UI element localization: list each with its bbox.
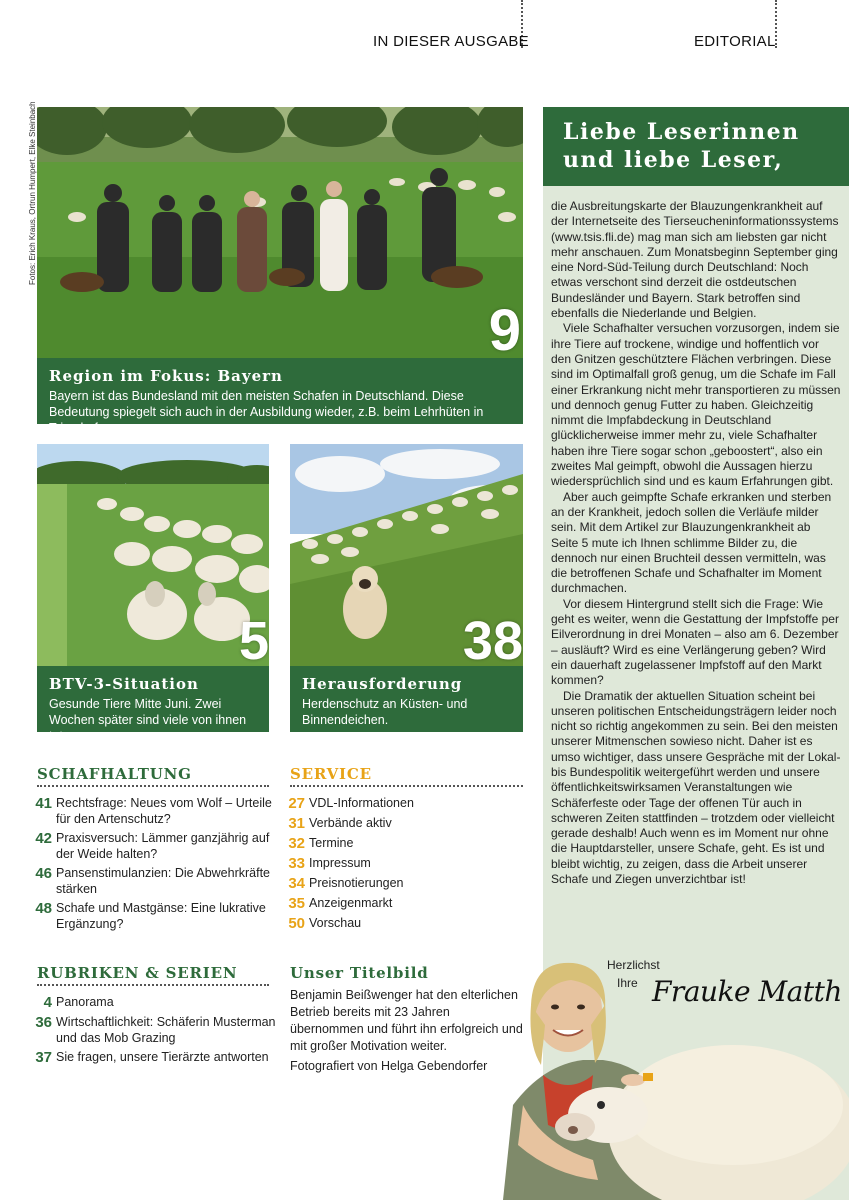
titelbild-photo-credit: Fotografiert von Helga Gebendorfer	[290, 1059, 488, 1073]
btv-photo[interactable]	[37, 444, 269, 666]
herdenschutz-photo[interactable]	[290, 444, 523, 666]
feature-page-number: 9	[488, 298, 521, 358]
list-item[interactable]: 4 Panorama	[43, 994, 114, 1011]
list-item[interactable]: 50 Vorschau	[288, 915, 362, 932]
shepherds-photo-illustration	[37, 107, 523, 358]
section-label-editorial: EDITORIAL	[694, 33, 776, 50]
editorial-paragraph: Viele Schafhalter versuchen vorzusorgen, indem sie ihre Tiere auf trockene, windige und hoffentlich vor den Gnitzen geschütztere Flächen verbringen. Diese sind im Optimalfall groß genug, um die Schafe im Fall einer Erkrankung nicht mehr transportieren zu müssen und dennoch genug Futter zu haben. Gleichzeitig nimmt die Impfabdeckung in Deutschland glücklicherweise immer mehr zu, viele Schafhalter haben ihre Tiere sogar schon „geboostert“, also ein zweites Mal geimpft, obwohl die Aussagen hierzu wiedersprüchlich sind und es kaum Erfahrungen gibt.	[551, 321, 841, 489]
feature-photo[interactable]	[37, 107, 523, 358]
section-label-contents: IN DIESER AUSGABE	[373, 33, 529, 50]
editor-signature: Frauke Matth	[652, 975, 842, 1008]
service-list	[285, 795, 525, 935]
rubriken-list	[32, 994, 277, 1069]
list-item[interactable]: 31 Verbände aktiv	[288, 815, 392, 832]
herdenschutz-page-number: 38	[462, 611, 523, 666]
herdenschutz-title: Herausforderung	[302, 675, 463, 693]
editorial-paragraph: Die Dramatik der aktuellen Situation scheint bei unseren politischen Entscheidungsträgern leider noch nicht so richtig angekommen zu sein. Bei den meisten unserer Mitmenschen sowieso nicht. Daher ist es umso wichtiger, dass unsere Gespräche mit der Lokal- bis Bundespolitik weitergeführt werden und unsere öffentlichkeitswirksamen Veranstaltungen wie Schäferfeste oder Tage der offenen Tür auch in schweren Zeiten stattfinden – trotzdem oder vielleicht gerade deshalb! Auch wenn es im Moment nur ohne die Hauptdarsteller, unsere Schafe, geht. Es ist und bleibt wichtig, zu zeigen, dass die Arbeit unserer Schafe und Ziegen unverzichtbar ist!	[551, 688, 841, 887]
editorial-paragraph: Aber auch geimpfte Schafe erkranken und sterben an der Krankheit, jedoch sollen die Verläufe milder sein. Mit dem Artikel zur Blauzungenkrankheit ab Seite 5 mute ich Ihnen schlimme Bilder zu, die dennoch nur einen Bruchteil dessen vermitteln, was die betroffenen Schafe und Schafhalter im Moment durchmachen.	[551, 489, 832, 596]
schafhaltung-divider	[37, 785, 269, 787]
editorial-paragraph: die Ausbreitungskarte der Blauzungenkrankheit auf der Internetseite des Tierseucheninformationssystems (www.tsis.fli.de) mag man sich am liebsten gar nicht mehr anschauen. Zum Monatsbeginn September ging eine Nord-Süd-Teilung durch Deutschland: Noch etwas verschont sind derzeit die ostdeutschen Bundesländer und Bayern. Stark betroffen sind ebenfalls die Niederlande und Belgien.	[551, 199, 839, 321]
editorial-heading-line-1: Liebe Leserinnen	[563, 119, 800, 145]
titelbild-heading: Unser Titelbild	[290, 964, 429, 982]
service-heading: SERVICE	[290, 765, 372, 783]
list-item[interactable]: 35 Anzeigenmarkt	[288, 895, 393, 912]
list-item[interactable]: 42 Praxisversuch: Lämmer ganzjährig auf der Weide halten?	[35, 830, 270, 861]
titelbild-text: Benjamin Beißwenger hat den elterlichen Betrieb bereits mit 23 Jahren übernommen und führt ihn erfolgreich und mit großer Motivation weiter.	[290, 988, 523, 1053]
feature-caption[interactable]	[37, 358, 523, 435]
editorial-heading-line-2: und liebe Leser,	[563, 147, 784, 173]
list-item[interactable]: 34 Preisnotierungen	[288, 875, 404, 892]
list-item[interactable]: 27 VDL-Informationen	[288, 795, 414, 812]
sheep-herd-illustration	[37, 444, 269, 666]
list-item[interactable]: 36 Wirtschaftlichkeit: Schäferin Musterman und das Mob Grazing	[35, 1014, 276, 1045]
list-item[interactable]: 32 Termine	[288, 835, 354, 852]
editorial-closing-1: Herzlichst	[607, 958, 660, 972]
schafhaltung-heading: SCHAFHALTUNG	[37, 765, 192, 783]
editorial-paragraph: Vor diesem Hintergrund stellt sich die Frage: Wie geht es weiter, wenn die Gestattung der Impfstoffe per Eilverordnung in drei Monaten – also am 6. Dezember – ausläuft? Wird es eine Verlängerung geben? Wird ein dauerhaft zugelassener Impfstoff auf den Markt kommen?	[551, 596, 839, 688]
list-item[interactable]: 41 Rechtsfrage: Neues vom Wolf – Urteile für den Artenschutz?	[35, 795, 272, 826]
editorial-closing-2: Ihre	[617, 976, 638, 990]
editorial-body	[551, 199, 841, 887]
editorial-heading	[543, 107, 849, 186]
list-item[interactable]: 46 Pansenstimulanzien: Die Abwehrkräfte stärken	[35, 865, 271, 896]
feature-title: Region im Fokus: Bayern	[49, 367, 283, 385]
feature-text: Bayern ist das Bundesland mit den meisten Schafen in Deutschland. Diese Bedeutung spiegelt sich auch in der Ausbildung wieder, z.B. beim Lehrhüten in Triesdorf.	[49, 389, 484, 435]
rubriken-divider	[37, 984, 269, 986]
btv-caption[interactable]	[37, 666, 269, 743]
list-item[interactable]: 37 Sie fragen, unsere Tierärzte antworten	[35, 1049, 269, 1066]
btv-page-number: 5	[238, 611, 269, 666]
herdenschutz-caption[interactable]	[290, 666, 523, 732]
list-item[interactable]: 33 Impressum	[288, 855, 371, 872]
service-divider	[290, 785, 523, 787]
photo-credit: Fotos: Erich Kraus, Ortrun Humpert, Elke Steinbach	[28, 101, 37, 285]
herdenschutz-text: Herdenschutz an Küsten- und Binnendeichen.	[302, 697, 468, 727]
btv-text: Gesunde Tiere Mitte Juni. Zwei Wochen später sind viele von ihnen tot.	[49, 697, 247, 743]
list-item[interactable]: 48 Schafe und Mastgänse: Eine lukrative Ergänzung?	[35, 900, 266, 931]
schafhaltung-list	[32, 795, 277, 935]
rubriken-heading: RUBRIKEN & SERIEN	[37, 964, 238, 982]
btv-title: BTV-3-Situation	[49, 675, 199, 693]
